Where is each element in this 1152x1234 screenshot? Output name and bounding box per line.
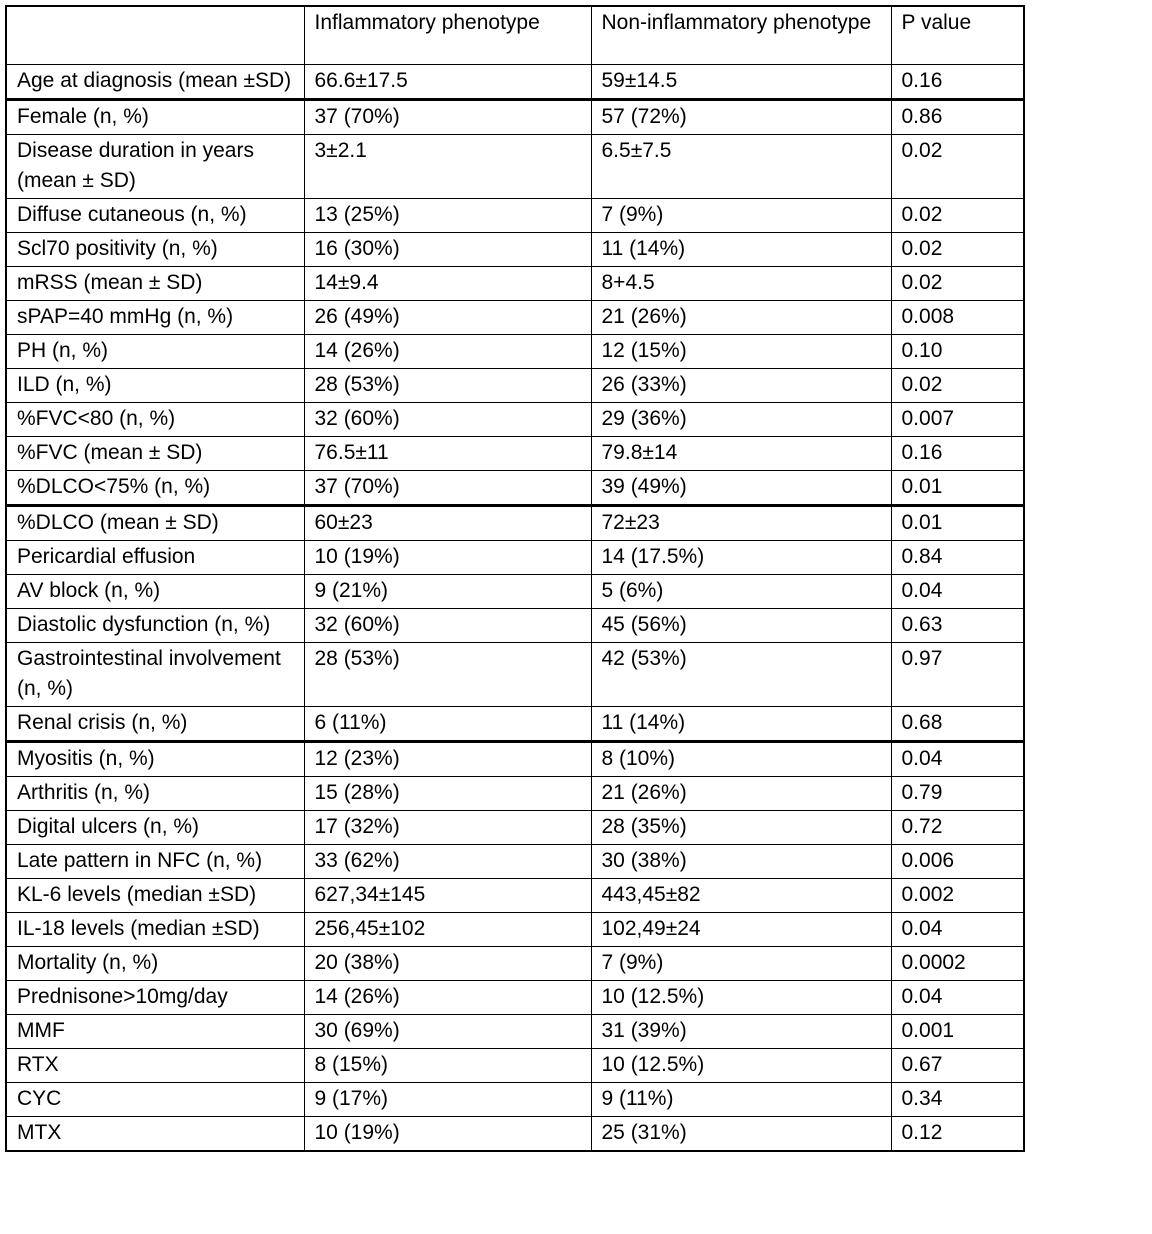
non-inflammatory-value: 10 (12.5%) — [591, 980, 891, 1014]
non-inflammatory-value: 8+4.5 — [591, 266, 891, 300]
row-label: Gastrointestinal involvement (n, %) — [6, 642, 304, 706]
p-value: 0.12 — [891, 1116, 1024, 1151]
p-value: 0.79 — [891, 776, 1024, 810]
header-empty-cell — [6, 6, 304, 64]
table-row — [6, 1014, 1024, 1048]
header-inflammatory: Inflammatory phenotype — [304, 6, 591, 64]
non-inflammatory-value: 21 (26%) — [591, 300, 891, 334]
non-inflammatory-value: 57 (72%) — [591, 99, 891, 134]
table-row — [6, 470, 1024, 505]
table-row — [6, 402, 1024, 436]
inflammatory-value: 76.5±11 — [304, 436, 591, 470]
p-value: 0.16 — [891, 436, 1024, 470]
row-label: Diastolic dysfunction (n, %) — [6, 608, 304, 642]
table-row — [6, 99, 1024, 134]
p-value: 0.02 — [891, 266, 1024, 300]
inflammatory-value: 30 (69%) — [304, 1014, 591, 1048]
row-label: %FVC (mean ± SD) — [6, 436, 304, 470]
table-row — [6, 64, 1024, 99]
inflammatory-value: 9 (21%) — [304, 574, 591, 608]
p-value: 0.006 — [891, 844, 1024, 878]
table-row — [6, 436, 1024, 470]
p-value: 0.02 — [891, 232, 1024, 266]
inflammatory-value: 13 (25%) — [304, 198, 591, 232]
non-inflammatory-value: 21 (26%) — [591, 776, 891, 810]
row-label: KL-6 levels (median ±SD) — [6, 878, 304, 912]
non-inflammatory-value: 79.8±14 — [591, 436, 891, 470]
p-value: 0.34 — [891, 1082, 1024, 1116]
row-label: MMF — [6, 1014, 304, 1048]
non-inflammatory-value: 39 (49%) — [591, 470, 891, 505]
row-label: Arthritis (n, %) — [6, 776, 304, 810]
table-row — [6, 878, 1024, 912]
p-value: 0.02 — [891, 134, 1024, 198]
inflammatory-value: 15 (28%) — [304, 776, 591, 810]
inflammatory-value: 66.6±17.5 — [304, 64, 591, 99]
inflammatory-value: 17 (32%) — [304, 810, 591, 844]
non-inflammatory-value: 5 (6%) — [591, 574, 891, 608]
inflammatory-value: 6 (11%) — [304, 706, 591, 741]
row-label: %FVC<80 (n, %) — [6, 402, 304, 436]
p-value: 0.002 — [891, 878, 1024, 912]
row-label: Renal crisis (n, %) — [6, 706, 304, 741]
table-row — [6, 1116, 1024, 1151]
p-value: 0.0002 — [891, 946, 1024, 980]
inflammatory-value: 37 (70%) — [304, 99, 591, 134]
inflammatory-value: 14±9.4 — [304, 266, 591, 300]
inflammatory-value: 14 (26%) — [304, 334, 591, 368]
row-label: Mortality (n, %) — [6, 946, 304, 980]
inflammatory-value: 32 (60%) — [304, 608, 591, 642]
inflammatory-value: 33 (62%) — [304, 844, 591, 878]
header-non-inflammatory: Non-inflammatory phenotype — [591, 6, 891, 64]
table-row — [6, 134, 1024, 198]
row-label: Age at diagnosis (mean ±SD) — [6, 64, 304, 99]
non-inflammatory-value: 7 (9%) — [591, 946, 891, 980]
table-row — [6, 980, 1024, 1014]
non-inflammatory-value: 11 (14%) — [591, 232, 891, 266]
non-inflammatory-value: 14 (17.5%) — [591, 540, 891, 574]
inflammatory-value: 10 (19%) — [304, 540, 591, 574]
p-value: 0.008 — [891, 300, 1024, 334]
row-label: mRSS (mean ± SD) — [6, 266, 304, 300]
non-inflammatory-value: 102,49±24 — [591, 912, 891, 946]
table-row — [6, 232, 1024, 266]
non-inflammatory-value: 31 (39%) — [591, 1014, 891, 1048]
p-value: 0.04 — [891, 741, 1024, 776]
table-row — [6, 540, 1024, 574]
table-row — [6, 810, 1024, 844]
inflammatory-value: 10 (19%) — [304, 1116, 591, 1151]
table-row — [6, 741, 1024, 776]
p-value: 0.01 — [891, 470, 1024, 505]
table-row — [6, 368, 1024, 402]
p-value: 0.02 — [891, 368, 1024, 402]
inflammatory-value: 14 (26%) — [304, 980, 591, 1014]
row-label: Myositis (n, %) — [6, 741, 304, 776]
inflammatory-value: 256,45±102 — [304, 912, 591, 946]
row-label: %DLCO<75% (n, %) — [6, 470, 304, 505]
p-value: 0.84 — [891, 540, 1024, 574]
row-label: PH (n, %) — [6, 334, 304, 368]
table-row — [6, 608, 1024, 642]
row-label: IL-18 levels (median ±SD) — [6, 912, 304, 946]
row-label: CYC — [6, 1082, 304, 1116]
non-inflammatory-value: 25 (31%) — [591, 1116, 891, 1151]
p-value: 0.67 — [891, 1048, 1024, 1082]
inflammatory-value: 28 (53%) — [304, 368, 591, 402]
p-value: 0.86 — [891, 99, 1024, 134]
inflammatory-value: 28 (53%) — [304, 642, 591, 706]
table-body — [6, 64, 1024, 1151]
inflammatory-value: 32 (60%) — [304, 402, 591, 436]
inflammatory-value: 16 (30%) — [304, 232, 591, 266]
non-inflammatory-value: 28 (35%) — [591, 810, 891, 844]
table-row — [6, 776, 1024, 810]
table-row — [6, 198, 1024, 232]
p-value: 0.63 — [891, 608, 1024, 642]
inflammatory-value: 12 (23%) — [304, 741, 591, 776]
non-inflammatory-value: 11 (14%) — [591, 706, 891, 741]
non-inflammatory-value: 72±23 — [591, 505, 891, 540]
non-inflammatory-value: 30 (38%) — [591, 844, 891, 878]
inflammatory-value: 627,34±145 — [304, 878, 591, 912]
table-row — [6, 1082, 1024, 1116]
row-label: RTX — [6, 1048, 304, 1082]
table-row — [6, 505, 1024, 540]
row-label: Prednisone>10mg/day — [6, 980, 304, 1014]
p-value: 0.97 — [891, 642, 1024, 706]
header-p-value: P value — [891, 6, 1024, 64]
inflammatory-value: 37 (70%) — [304, 470, 591, 505]
non-inflammatory-value: 29 (36%) — [591, 402, 891, 436]
table-row — [6, 266, 1024, 300]
inflammatory-value: 20 (38%) — [304, 946, 591, 980]
non-inflammatory-value: 45 (56%) — [591, 608, 891, 642]
non-inflammatory-value: 8 (10%) — [591, 741, 891, 776]
inflammatory-value: 60±23 — [304, 505, 591, 540]
inflammatory-value: 3±2.1 — [304, 134, 591, 198]
table-row — [6, 574, 1024, 608]
table-row — [6, 946, 1024, 980]
p-value: 0.72 — [891, 810, 1024, 844]
non-inflammatory-value: 26 (33%) — [591, 368, 891, 402]
row-label: AV block (n, %) — [6, 574, 304, 608]
header-row — [6, 6, 1024, 64]
inflammatory-value: 26 (49%) — [304, 300, 591, 334]
p-value: 0.04 — [891, 912, 1024, 946]
row-label: Scl70 positivity (n, %) — [6, 232, 304, 266]
row-label: Disease duration in years (mean ± SD) — [6, 134, 304, 198]
non-inflammatory-value: 443,45±82 — [591, 878, 891, 912]
table-row — [6, 642, 1024, 706]
comparison-table — [5, 5, 1025, 1152]
row-label: Female (n, %) — [6, 99, 304, 134]
p-value: 0.10 — [891, 334, 1024, 368]
p-value: 0.16 — [891, 64, 1024, 99]
row-label: sPAP=40 mmHg (n, %) — [6, 300, 304, 334]
p-value: 0.04 — [891, 574, 1024, 608]
p-value: 0.01 — [891, 505, 1024, 540]
non-inflammatory-value: 6.5±7.5 — [591, 134, 891, 198]
row-label: ILD (n, %) — [6, 368, 304, 402]
inflammatory-value: 9 (17%) — [304, 1082, 591, 1116]
table-row — [6, 844, 1024, 878]
row-label: %DLCO (mean ± SD) — [6, 505, 304, 540]
table-row — [6, 912, 1024, 946]
row-label: Late pattern in NFC (n, %) — [6, 844, 304, 878]
p-value: 0.007 — [891, 402, 1024, 436]
non-inflammatory-value: 9 (11%) — [591, 1082, 891, 1116]
non-inflammatory-value: 12 (15%) — [591, 334, 891, 368]
p-value: 0.001 — [891, 1014, 1024, 1048]
row-label: Diffuse cutaneous (n, %) — [6, 198, 304, 232]
p-value: 0.68 — [891, 706, 1024, 741]
non-inflammatory-value: 10 (12.5%) — [591, 1048, 891, 1082]
non-inflammatory-value: 7 (9%) — [591, 198, 891, 232]
row-label: MTX — [6, 1116, 304, 1151]
table-row — [6, 300, 1024, 334]
row-label: Pericardial effusion — [6, 540, 304, 574]
row-label: Digital ulcers (n, %) — [6, 810, 304, 844]
table-row — [6, 706, 1024, 741]
non-inflammatory-value: 59±14.5 — [591, 64, 891, 99]
inflammatory-value: 8 (15%) — [304, 1048, 591, 1082]
p-value: 0.02 — [891, 198, 1024, 232]
p-value: 0.04 — [891, 980, 1024, 1014]
non-inflammatory-value: 42 (53%) — [591, 642, 891, 706]
table-row — [6, 334, 1024, 368]
table-row — [6, 1048, 1024, 1082]
